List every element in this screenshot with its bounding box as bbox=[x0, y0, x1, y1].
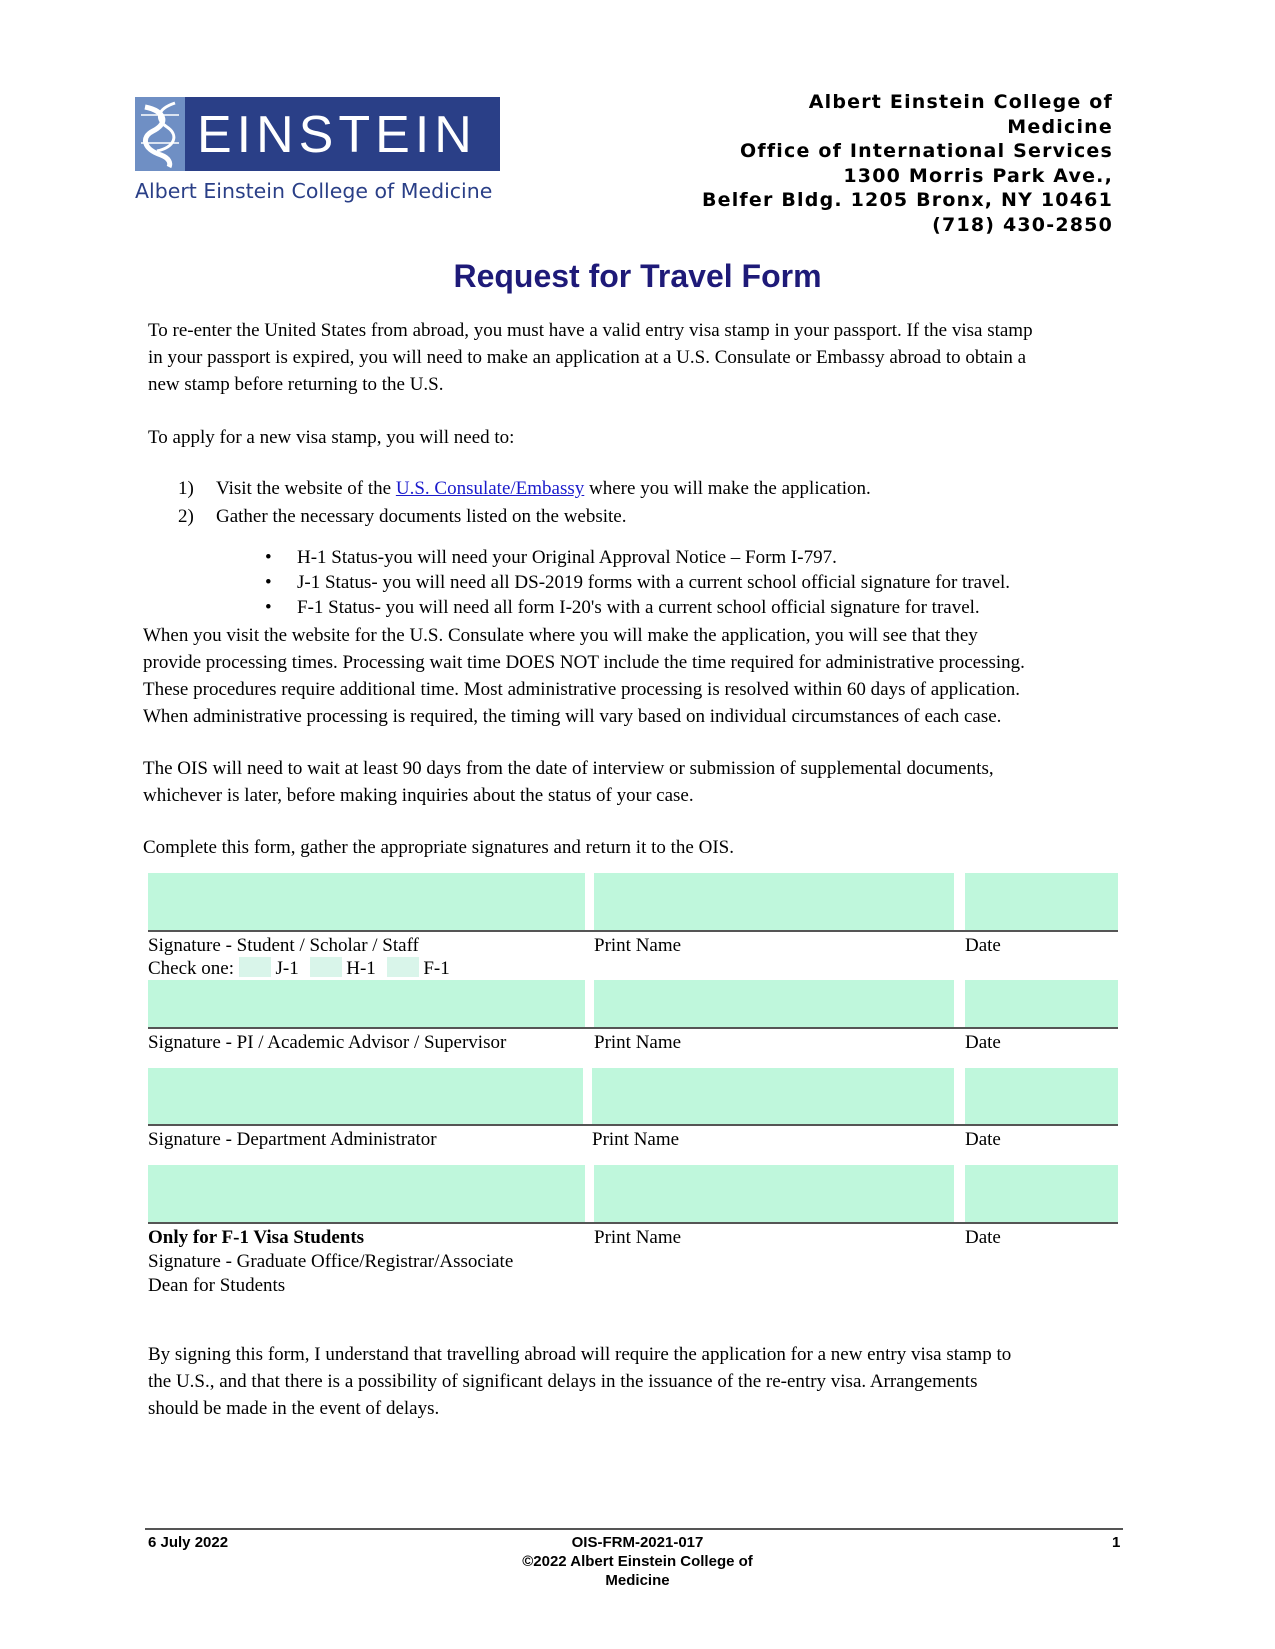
admin-signature-label: Signature - Department Administrator bbox=[148, 1129, 437, 1150]
intro-line: To re-enter the United States from abroad, you must have a valid entry visa stamp in your passport. If the visa stamp bbox=[148, 320, 1033, 341]
date-label: Date bbox=[965, 935, 1001, 956]
student-print-name-field[interactable] bbox=[594, 873, 954, 930]
f1-label: F-1 bbox=[423, 958, 450, 979]
j1-checkbox[interactable] bbox=[239, 957, 271, 977]
f1-only-section bbox=[148, 1226, 513, 1298]
step-1-text-pre: Visit the website of the bbox=[216, 478, 396, 499]
ois-wait-paragraph bbox=[143, 755, 994, 809]
print-name-label: Print Name bbox=[594, 1032, 682, 1053]
processing-line: When you visit the website for the U.S. Consulate where you will make the application, you will see that they bbox=[143, 625, 978, 646]
student-date-field[interactable] bbox=[965, 873, 1118, 930]
logo-wordmark: EINSTEIN bbox=[197, 106, 477, 164]
f1-checkbox[interactable] bbox=[387, 957, 419, 977]
step-2-text: Gather the necessary documents listed on the website. bbox=[216, 506, 627, 527]
pi-signature-label: Signature - PI / Academic Advisor / Supervisor bbox=[148, 1032, 507, 1053]
processing-line: When administrative processing is required, the timing will vary based on individual circumstances of each case. bbox=[143, 706, 1002, 727]
address-line: Medicine bbox=[1007, 115, 1113, 138]
bullet-j1: • J-1 Status- you will need all DS-2019 forms with a current school official signature for travel. bbox=[297, 570, 1010, 596]
pi-signature-field[interactable] bbox=[148, 980, 585, 1027]
address-line: Office of International Services bbox=[740, 140, 1113, 162]
address-line: Belfer Bldg. 1205 Bronx, NY 10461 bbox=[701, 189, 1113, 211]
date-label: Date bbox=[965, 1129, 1001, 1150]
admin-print-name-field[interactable] bbox=[592, 1068, 954, 1124]
intro-line: in your passport is expired, you will need to make an application at a U.S. Consulate or Embassy abroad to obtain a bbox=[148, 347, 1027, 368]
h1-label: H-1 bbox=[346, 958, 376, 979]
processing-paragraph bbox=[143, 622, 1025, 730]
step-1-text-post: where you will make the application. bbox=[584, 478, 871, 499]
admin-date-field[interactable] bbox=[965, 1068, 1118, 1124]
footer-page-number: 1 bbox=[1112, 1534, 1121, 1551]
print-name-label: Print Name bbox=[594, 1227, 682, 1248]
intro-line: new stamp before returning to the U.S. bbox=[148, 374, 444, 395]
signature-line bbox=[148, 1124, 1118, 1126]
logo-emblem-icon bbox=[135, 97, 185, 171]
intro-paragraph bbox=[148, 317, 1033, 398]
agreement-paragraph bbox=[148, 1341, 1011, 1422]
student-signature-label: Signature - Student / Scholar / Staff bbox=[148, 935, 419, 956]
signature-line bbox=[148, 1027, 1118, 1029]
f1-only-heading: Only for F-1 Visa Students bbox=[148, 1227, 365, 1248]
logo-subtitle: Albert Einstein College of Medicine bbox=[135, 179, 493, 203]
address-line: 1300 Morris Park Ave., bbox=[843, 164, 1113, 187]
consulate-embassy-link[interactable]: U.S. Consulate/Embassy bbox=[395, 478, 585, 499]
footer-copyright: ©2022 Albert Einstein College of bbox=[522, 1553, 753, 1570]
graduate-office-signature-label-cont: Dean for Students bbox=[148, 1275, 286, 1296]
date-label: Date bbox=[965, 1032, 1001, 1053]
step-2-number: 2) bbox=[178, 506, 194, 527]
agreement-line: By signing this form, I understand that travelling abroad will require the application for a new entry visa stamp to bbox=[148, 1344, 1012, 1365]
j1-label: J-1 bbox=[275, 958, 299, 979]
processing-line: These procedures require additional time. Most administrative processing is resolved within 60 days of application. bbox=[143, 679, 1020, 700]
signature-line bbox=[148, 1222, 1118, 1224]
h1-checkbox[interactable] bbox=[310, 957, 342, 977]
logo-banner bbox=[135, 97, 500, 171]
pi-print-name-field[interactable] bbox=[594, 980, 954, 1027]
pi-date-field[interactable] bbox=[965, 980, 1118, 1027]
graduate-office-signature-field[interactable] bbox=[148, 1165, 585, 1222]
footer-date: 6 July 2022 bbox=[148, 1534, 229, 1551]
graduate-office-date-field[interactable] bbox=[965, 1165, 1118, 1222]
bullet-h1: • H-1 Status-you will need your Original Approval Notice – Form I-797. bbox=[297, 545, 837, 571]
footer-copyright-cont: Medicine bbox=[605, 1572, 670, 1589]
step-1-number: 1) bbox=[178, 478, 194, 499]
print-name-label: Print Name bbox=[594, 935, 682, 956]
signature-line bbox=[148, 930, 1118, 932]
graduate-office-signature-label: Signature - Graduate Office/Registrar/Associate bbox=[148, 1251, 514, 1272]
agreement-line: should be made in the event of delays. bbox=[148, 1398, 440, 1419]
date-label: Date bbox=[965, 1227, 1001, 1248]
complete-instruction: Complete this form, gather the appropriate signatures and return it to the OIS. bbox=[143, 837, 734, 858]
ois-wait-line: The OIS will need to wait at least 90 days from the date of interview or submission of supplemental documents, bbox=[143, 758, 994, 779]
office-address bbox=[702, 90, 1113, 237]
bullet-f1: • F-1 Status- you will need all form I-20's with a current school official signature for travel. bbox=[297, 595, 980, 621]
footer-center bbox=[0, 1533, 1275, 1590]
admin-signature-field[interactable] bbox=[148, 1068, 583, 1124]
processing-line: provide processing times. Processing wait time DOES NOT include the time required for administrative processing. bbox=[143, 652, 1025, 673]
footer-form-code: OIS-FRM-2021-017 bbox=[571, 1534, 704, 1551]
step-1 bbox=[216, 475, 871, 502]
footer-divider bbox=[145, 1528, 1123, 1530]
student-signature-field[interactable] bbox=[148, 873, 585, 930]
print-name-label: Print Name bbox=[592, 1129, 680, 1150]
ois-wait-line: whichever is later, before making inquiries about the status of your case. bbox=[143, 785, 694, 806]
check-one-label: Check one: bbox=[148, 958, 235, 979]
graduate-office-print-name-field[interactable] bbox=[594, 1165, 954, 1222]
visa-check-group bbox=[148, 957, 450, 981]
einstein-logo bbox=[135, 97, 500, 203]
page-title: Request for Travel Form bbox=[453, 258, 822, 294]
address-line: (718) 430-2850 bbox=[932, 213, 1113, 236]
apply-heading: To apply for a new visa stamp, you will need to: bbox=[148, 427, 515, 448]
agreement-line: the U.S., and that there is a possibility of significant delays in the issuance of the re-entry visa. Arrangements bbox=[148, 1371, 978, 1392]
address-line: Albert Einstein College of bbox=[808, 91, 1113, 113]
